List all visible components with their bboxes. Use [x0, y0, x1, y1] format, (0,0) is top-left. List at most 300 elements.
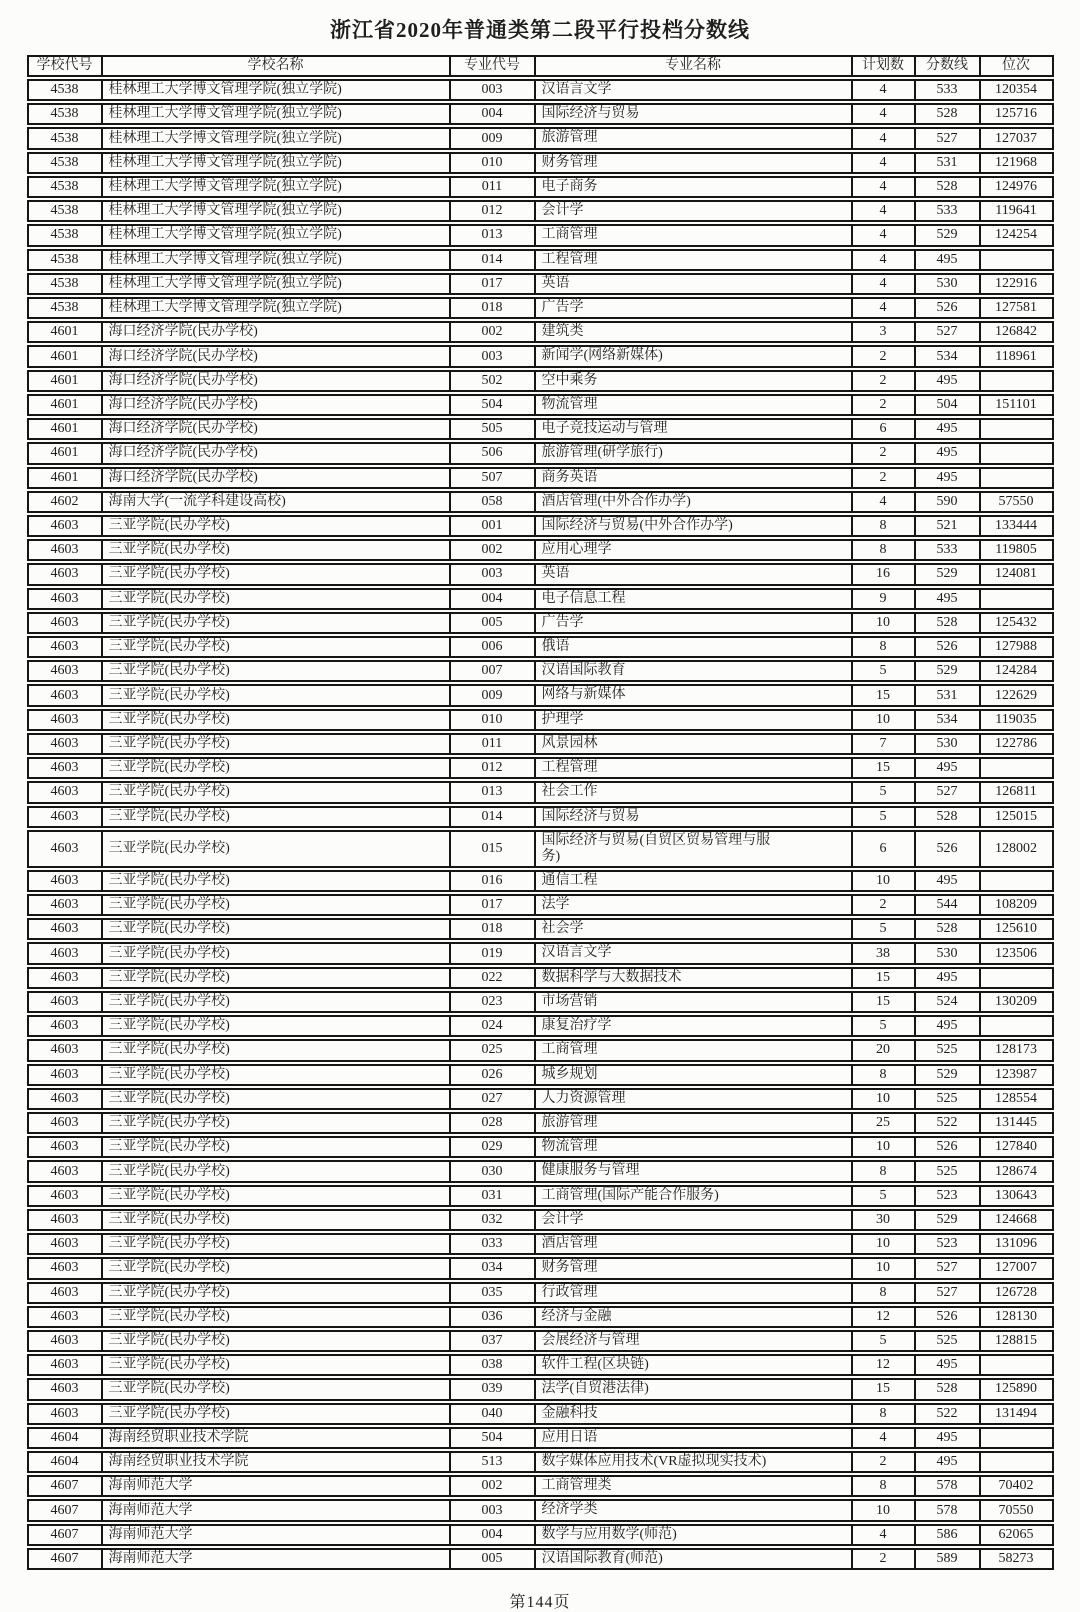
cell-school-name: 桂林理工大学博文管理学院(独立学院)	[101, 176, 449, 198]
cell-score-line: 495	[914, 1015, 979, 1037]
table-row	[27, 612, 1054, 634]
cell-major-code: 025	[449, 1039, 534, 1061]
cell-score-line: 495	[914, 418, 979, 440]
cell-major-code: 014	[449, 249, 534, 271]
cell-school-code: 4603	[27, 942, 101, 964]
cell-major-name: 法学(自贸港法律)	[534, 1378, 851, 1400]
cell-score-line: 526	[914, 1136, 979, 1158]
cell-plan-count: 4	[851, 1427, 914, 1449]
cell-major-code: 040	[449, 1403, 534, 1425]
table-row	[27, 200, 1054, 222]
cell-school-code: 4604	[27, 1451, 101, 1473]
cell-rank: 128002	[979, 830, 1054, 868]
cell-score-line: 528	[914, 918, 979, 940]
cell-score-line: 578	[914, 1475, 979, 1497]
cell-major-name: 工商管理	[534, 224, 851, 246]
table-row	[27, 967, 1054, 989]
cell-score-line: 522	[914, 1403, 979, 1425]
cell-plan-count: 2	[851, 1548, 914, 1570]
cell-major-name: 经济与金融	[534, 1306, 851, 1328]
cell-score-line: 533	[914, 200, 979, 222]
cell-rank: 130209	[979, 991, 1054, 1013]
cell-major-name: 汉语国际教育	[534, 660, 851, 682]
cell-score-line: 529	[914, 1064, 979, 1086]
cell-major-code: 005	[449, 612, 534, 634]
cell-rank	[979, 1451, 1054, 1473]
cell-rank: 130643	[979, 1185, 1054, 1207]
cell-major-name: 酒店管理	[534, 1233, 851, 1255]
cell-rank	[979, 442, 1054, 464]
cell-plan-count: 15	[851, 1378, 914, 1400]
cell-major-name: 数学与应用数学(师范)	[534, 1524, 851, 1546]
cell-plan-count: 10	[851, 709, 914, 731]
cell-major-code: 017	[449, 894, 534, 916]
cell-plan-count: 8	[851, 539, 914, 561]
cell-plan-count: 2	[851, 394, 914, 416]
cell-major-code: 017	[449, 273, 534, 295]
cell-school-code: 4603	[27, 894, 101, 916]
cell-school-name: 桂林理工大学博文管理学院(独立学院)	[101, 152, 449, 174]
cell-school-name: 三亚学院(民办学校)	[101, 539, 449, 561]
cell-school-code: 4603	[27, 1257, 101, 1279]
cell-plan-count: 10	[851, 1233, 914, 1255]
cell-school-code: 4603	[27, 991, 101, 1013]
cell-school-code: 4603	[27, 1112, 101, 1134]
page-title: 浙江省2020年普通类第二段平行投档分数线	[330, 18, 750, 42]
cell-school-code: 4603	[27, 918, 101, 940]
cell-plan-count: 8	[851, 636, 914, 658]
cell-plan-count: 4	[851, 79, 914, 101]
cell-plan-count: 10	[851, 1257, 914, 1279]
cell-score-line: 523	[914, 1233, 979, 1255]
table-row	[27, 176, 1054, 198]
table-row	[27, 224, 1054, 246]
cell-score-line: 495	[914, 467, 979, 489]
cell-rank	[979, 1015, 1054, 1037]
cell-school-code: 4601	[27, 370, 101, 392]
cell-rank: 128554	[979, 1088, 1054, 1110]
cell-major-name: 广告学	[534, 612, 851, 634]
cell-major-name: 电子信息工程	[534, 588, 851, 610]
table-row	[27, 1160, 1054, 1182]
cell-plan-count: 38	[851, 942, 914, 964]
cell-school-name: 海口经济学院(民办学校)	[101, 345, 449, 367]
cell-major-name: 社会学	[534, 918, 851, 940]
cell-major-code: 012	[449, 757, 534, 779]
cell-score-line: 531	[914, 684, 979, 706]
cell-major-code: 506	[449, 442, 534, 464]
cell-major-code: 027	[449, 1088, 534, 1110]
cell-major-name: 会计学	[534, 1209, 851, 1231]
cell-score-line: 526	[914, 1306, 979, 1328]
table-row	[27, 418, 1054, 440]
cell-school-code: 4603	[27, 967, 101, 989]
cell-school-code: 4603	[27, 1306, 101, 1328]
cell-plan-count: 8	[851, 1403, 914, 1425]
cell-plan-count: 25	[851, 1112, 914, 1134]
cell-major-name: 会计学	[534, 200, 851, 222]
cell-school-code: 4601	[27, 442, 101, 464]
cell-score-line: 530	[914, 733, 979, 755]
cell-school-name: 三亚学院(民办学校)	[101, 563, 449, 585]
cell-major-code: 010	[449, 152, 534, 174]
table-row	[27, 1282, 1054, 1304]
table-row	[27, 870, 1054, 892]
cell-school-code: 4538	[27, 273, 101, 295]
cell-school-code: 4603	[27, 733, 101, 755]
column-header-major-name: 专业名称	[534, 55, 851, 77]
cell-plan-count: 8	[851, 1064, 914, 1086]
cell-school-name: 三亚学院(民办学校)	[101, 1306, 449, 1328]
table-row	[27, 1233, 1054, 1255]
table-row	[27, 1403, 1054, 1425]
cell-score-line: 495	[914, 370, 979, 392]
cell-school-name: 三亚学院(民办学校)	[101, 588, 449, 610]
cell-major-code: 011	[449, 176, 534, 198]
cell-school-name: 三亚学院(民办学校)	[101, 942, 449, 964]
cell-major-code: 035	[449, 1282, 534, 1304]
cell-school-name: 三亚学院(民办学校)	[101, 1112, 449, 1134]
cell-school-name: 三亚学院(民办学校)	[101, 684, 449, 706]
cell-plan-count: 2	[851, 442, 914, 464]
table-row	[27, 1039, 1054, 1061]
cell-school-name: 三亚学院(民办学校)	[101, 1015, 449, 1037]
column-header-score-line: 分数线	[914, 55, 979, 77]
table-row	[27, 1015, 1054, 1037]
cell-plan-count: 10	[851, 1088, 914, 1110]
cell-plan-count: 10	[851, 1136, 914, 1158]
table-row	[27, 563, 1054, 585]
table-row	[27, 942, 1054, 964]
cell-major-code: 032	[449, 1209, 534, 1231]
cell-school-code: 4603	[27, 1039, 101, 1061]
column-header-school-code: 学校代号	[27, 55, 101, 77]
cell-school-name: 三亚学院(民办学校)	[101, 515, 449, 537]
cell-school-code: 4603	[27, 1064, 101, 1086]
cell-school-name: 三亚学院(民办学校)	[101, 1039, 449, 1061]
cell-rank: 133444	[979, 515, 1054, 537]
cell-school-code: 4603	[27, 1015, 101, 1037]
cell-score-line: 533	[914, 79, 979, 101]
cell-plan-count: 5	[851, 1185, 914, 1207]
cell-major-code: 005	[449, 1548, 534, 1570]
cell-score-line: 495	[914, 249, 979, 271]
cell-school-name: 三亚学院(民办学校)	[101, 918, 449, 940]
cell-rank: 125716	[979, 103, 1054, 125]
cell-major-code: 024	[449, 1015, 534, 1037]
cell-rank: 123987	[979, 1064, 1054, 1086]
cell-major-code: 006	[449, 636, 534, 658]
cell-major-code: 013	[449, 781, 534, 803]
cell-rank: 131494	[979, 1403, 1054, 1425]
cell-plan-count: 4	[851, 176, 914, 198]
cell-major-name: 国际经济与贸易(自贸区贸易管理与服务)	[534, 830, 851, 868]
cell-rank: 70550	[979, 1499, 1054, 1521]
cell-rank: 119641	[979, 200, 1054, 222]
cell-rank: 122629	[979, 684, 1054, 706]
cell-major-code: 010	[449, 709, 534, 731]
cell-plan-count: 4	[851, 127, 914, 149]
cell-score-line: 527	[914, 127, 979, 149]
cell-school-name: 三亚学院(民办学校)	[101, 1233, 449, 1255]
cell-score-line: 586	[914, 1524, 979, 1546]
cell-plan-count: 4	[851, 249, 914, 271]
cell-school-name: 海南经贸职业技术学院	[101, 1427, 449, 1449]
header-row	[27, 55, 1054, 77]
cell-plan-count: 2	[851, 370, 914, 392]
cell-rank	[979, 757, 1054, 779]
cell-rank: 125432	[979, 612, 1054, 634]
cell-major-code: 507	[449, 467, 534, 489]
cell-plan-count: 7	[851, 733, 914, 755]
cell-major-code: 003	[449, 345, 534, 367]
table-row	[27, 757, 1054, 779]
cell-score-line: 525	[914, 1088, 979, 1110]
cell-major-code: 003	[449, 563, 534, 585]
cell-rank: 122786	[979, 733, 1054, 755]
table-row	[27, 297, 1054, 319]
cell-score-line: 527	[914, 781, 979, 803]
cell-school-name: 桂林理工大学博文管理学院(独立学院)	[101, 79, 449, 101]
cell-major-name: 酒店管理(中外合作办学)	[534, 491, 851, 513]
table-row	[27, 273, 1054, 295]
cell-major-name: 汉语言文学	[534, 79, 851, 101]
table-row	[27, 1427, 1054, 1449]
cell-rank: 124976	[979, 176, 1054, 198]
cell-major-code: 011	[449, 733, 534, 755]
cell-score-line: 529	[914, 224, 979, 246]
cell-score-line: 530	[914, 273, 979, 295]
table-row	[27, 1306, 1054, 1328]
cell-rank	[979, 249, 1054, 271]
cell-score-line: 527	[914, 1282, 979, 1304]
cell-major-code: 023	[449, 991, 534, 1013]
cell-plan-count: 5	[851, 781, 914, 803]
cell-school-code: 4538	[27, 127, 101, 149]
table-row	[27, 1499, 1054, 1521]
document-page	[0, 14, 1080, 1612]
table-row	[27, 79, 1054, 101]
cell-major-name: 电子商务	[534, 176, 851, 198]
cell-school-name: 海口经济学院(民办学校)	[101, 418, 449, 440]
cell-score-line: 544	[914, 894, 979, 916]
cell-major-name: 网络与新媒体	[534, 684, 851, 706]
table-row	[27, 467, 1054, 489]
table-row	[27, 249, 1054, 271]
cell-rank: 120354	[979, 79, 1054, 101]
cell-major-name: 通信工程	[534, 870, 851, 892]
cell-score-line: 495	[914, 442, 979, 464]
table-row	[27, 394, 1054, 416]
cell-major-name: 国际经济与贸易(中外合作办学)	[534, 515, 851, 537]
cell-school-name: 三亚学院(民办学校)	[101, 1403, 449, 1425]
cell-score-line: 528	[914, 1378, 979, 1400]
cell-school-code: 4603	[27, 1088, 101, 1110]
cell-major-code: 018	[449, 918, 534, 940]
cell-major-name: 城乡规划	[534, 1064, 851, 1086]
cell-school-name: 三亚学院(民办学校)	[101, 991, 449, 1013]
cell-score-line: 504	[914, 394, 979, 416]
cell-major-code: 002	[449, 1475, 534, 1497]
cell-major-code: 028	[449, 1112, 534, 1134]
cell-score-line: 522	[914, 1112, 979, 1134]
cell-plan-count: 4	[851, 273, 914, 295]
cell-school-code: 4601	[27, 394, 101, 416]
page-number: 第144页	[509, 1594, 571, 1612]
table-row	[27, 660, 1054, 682]
cell-major-name: 行政管理	[534, 1282, 851, 1304]
column-header-school-name: 学校名称	[101, 55, 449, 77]
cell-major-code: 009	[449, 684, 534, 706]
table-row	[27, 1257, 1054, 1279]
cell-school-code: 4603	[27, 781, 101, 803]
table-row	[27, 894, 1054, 916]
cell-school-name: 三亚学院(民办学校)	[101, 660, 449, 682]
cell-major-code: 036	[449, 1306, 534, 1328]
cell-score-line: 495	[914, 1427, 979, 1449]
cell-major-code: 013	[449, 224, 534, 246]
cell-school-code: 4603	[27, 1330, 101, 1352]
table-row	[27, 152, 1054, 174]
cell-school-name: 三亚学院(民办学校)	[101, 1064, 449, 1086]
table-row	[27, 1524, 1054, 1546]
cell-plan-count: 4	[851, 103, 914, 125]
cell-school-name: 海口经济学院(民办学校)	[101, 321, 449, 343]
cell-score-line: 495	[914, 967, 979, 989]
cell-major-code: 019	[449, 942, 534, 964]
cell-rank: 126811	[979, 781, 1054, 803]
cell-rank	[979, 967, 1054, 989]
cell-score-line: 524	[914, 991, 979, 1013]
cell-rank: 118961	[979, 345, 1054, 367]
cell-major-name: 财务管理	[534, 152, 851, 174]
cell-school-code: 4603	[27, 1209, 101, 1231]
cell-school-code: 4603	[27, 684, 101, 706]
cell-rank: 127007	[979, 1257, 1054, 1279]
cell-school-name: 三亚学院(民办学校)	[101, 830, 449, 868]
cell-school-code: 4603	[27, 539, 101, 561]
cell-school-name: 桂林理工大学博文管理学院(独立学院)	[101, 273, 449, 295]
cell-score-line: 589	[914, 1548, 979, 1570]
cell-school-name: 三亚学院(民办学校)	[101, 781, 449, 803]
cell-plan-count: 10	[851, 612, 914, 634]
cell-major-name: 英语	[534, 273, 851, 295]
table-row	[27, 588, 1054, 610]
cell-rank	[979, 588, 1054, 610]
cell-plan-count: 15	[851, 991, 914, 1013]
cell-score-line: 590	[914, 491, 979, 513]
cell-major-name: 新闻学(网络新媒体)	[534, 345, 851, 367]
cell-major-name: 工程管理	[534, 757, 851, 779]
cell-rank: 122916	[979, 273, 1054, 295]
cell-school-code: 4604	[27, 1427, 101, 1449]
cell-major-name: 风景园林	[534, 733, 851, 755]
cell-school-name: 三亚学院(民办学校)	[101, 1209, 449, 1231]
cell-rank	[979, 1427, 1054, 1449]
cell-plan-count: 4	[851, 152, 914, 174]
cell-plan-count: 6	[851, 418, 914, 440]
table-row	[27, 442, 1054, 464]
table-row	[27, 636, 1054, 658]
table-row	[27, 1451, 1054, 1473]
cell-major-code: 031	[449, 1185, 534, 1207]
cell-major-code: 505	[449, 418, 534, 440]
table-row	[27, 781, 1054, 803]
cell-major-code: 007	[449, 660, 534, 682]
cell-school-code: 4602	[27, 491, 101, 513]
cell-score-line: 521	[914, 515, 979, 537]
cell-rank: 123506	[979, 942, 1054, 964]
cell-rank: 127037	[979, 127, 1054, 149]
cell-major-code: 026	[449, 1064, 534, 1086]
cell-plan-count: 2	[851, 1451, 914, 1473]
cell-major-name: 应用心理学	[534, 539, 851, 561]
cell-rank: 125890	[979, 1378, 1054, 1400]
cell-major-name: 广告学	[534, 297, 851, 319]
table-row	[27, 345, 1054, 367]
cell-major-name: 康复治疗学	[534, 1015, 851, 1037]
cell-school-code: 4603	[27, 709, 101, 731]
cell-rank: 108209	[979, 894, 1054, 916]
cell-plan-count: 5	[851, 806, 914, 828]
cell-school-code: 4538	[27, 224, 101, 246]
column-header-plan-count: 计划数	[851, 55, 914, 77]
cell-school-code: 4538	[27, 79, 101, 101]
cell-plan-count: 5	[851, 1330, 914, 1352]
cell-plan-count: 15	[851, 684, 914, 706]
table-row	[27, 1475, 1054, 1497]
cell-plan-count: 9	[851, 588, 914, 610]
table-row	[27, 806, 1054, 828]
cell-major-code: 016	[449, 870, 534, 892]
cell-plan-count: 4	[851, 491, 914, 513]
cell-major-code: 030	[449, 1160, 534, 1182]
cell-major-code: 022	[449, 967, 534, 989]
cell-major-code: 001	[449, 515, 534, 537]
table-row	[27, 539, 1054, 561]
cell-school-name: 海南经贸职业技术学院	[101, 1451, 449, 1473]
cell-school-name: 三亚学院(民办学校)	[101, 870, 449, 892]
cell-rank	[979, 870, 1054, 892]
cell-major-code: 029	[449, 1136, 534, 1158]
table-row	[27, 1112, 1054, 1134]
table-row	[27, 1136, 1054, 1158]
table-row	[27, 733, 1054, 755]
cell-major-name: 英语	[534, 563, 851, 585]
cell-major-name: 电子竞技运动与管理	[534, 418, 851, 440]
cell-major-name: 金融科技	[534, 1403, 851, 1425]
cell-major-code: 002	[449, 321, 534, 343]
cell-major-name: 旅游管理	[534, 127, 851, 149]
cell-school-name: 三亚学院(民办学校)	[101, 806, 449, 828]
cell-school-name: 三亚学院(民办学校)	[101, 709, 449, 731]
cell-plan-count: 6	[851, 830, 914, 868]
cell-score-line: 527	[914, 1257, 979, 1279]
cell-school-name: 海口经济学院(民办学校)	[101, 442, 449, 464]
cell-school-code: 4538	[27, 297, 101, 319]
cell-plan-count: 4	[851, 1524, 914, 1546]
cell-major-name: 建筑类	[534, 321, 851, 343]
cell-school-name: 海南师范大学	[101, 1524, 449, 1546]
cell-rank: 128130	[979, 1306, 1054, 1328]
cell-rank: 126728	[979, 1282, 1054, 1304]
cell-rank: 131445	[979, 1112, 1054, 1134]
cell-rank: 124284	[979, 660, 1054, 682]
cell-school-name: 三亚学院(民办学校)	[101, 1185, 449, 1207]
cell-rank: 121968	[979, 152, 1054, 174]
cell-school-code: 4603	[27, 660, 101, 682]
cell-score-line: 534	[914, 709, 979, 731]
